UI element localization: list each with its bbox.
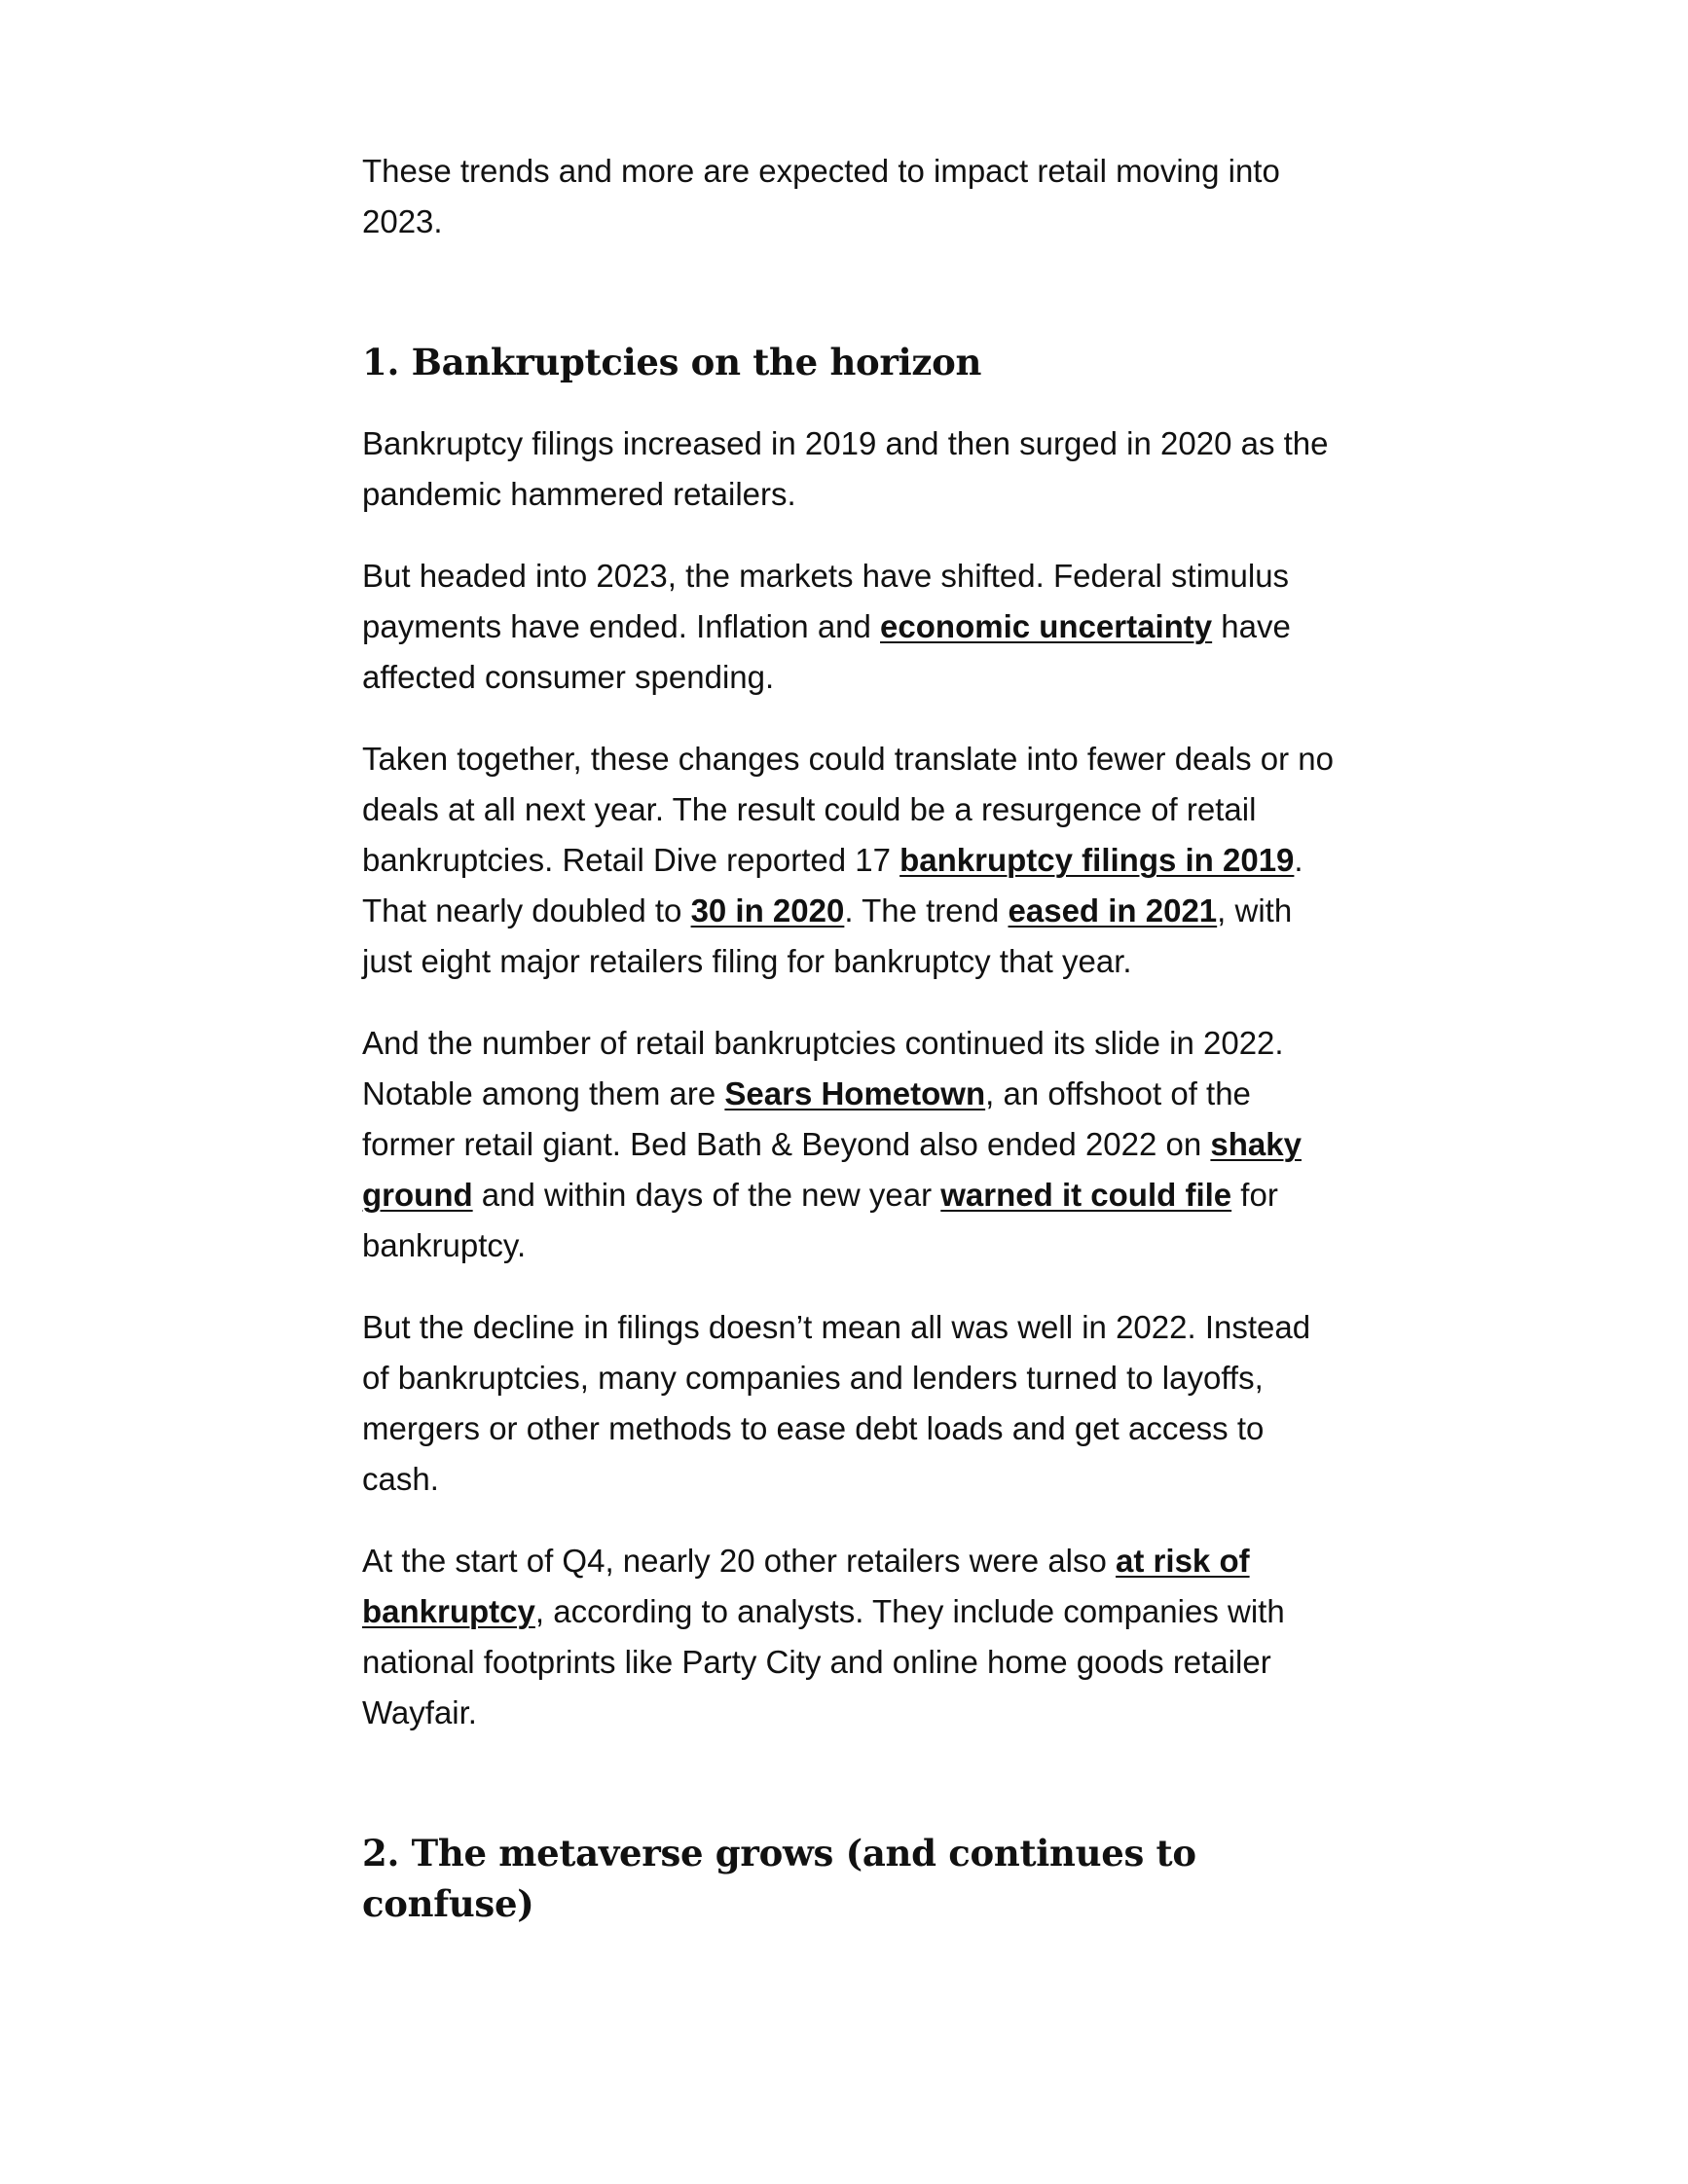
text-span: for bankruptcy. [362, 1177, 1278, 1263]
text-span: Taken together, these changes could translate into fewer deals or no deals at all next year. The result could be a resurgence of retail bankruptcies. Retail Dive reported 17 [362, 741, 1334, 878]
text-span: , with just eight major retailers filing for bankruptcy that year. [362, 892, 1293, 979]
section-1-heading: 1. Bankruptcies on the horizon [362, 341, 982, 383]
paragraph-slide-2022 [362, 1018, 1336, 1271]
paragraph-bankruptcy-filings: Bankruptcy filings increased in 2019 and then surged in 2020 as the pandemic hammered retailers. [362, 425, 1329, 512]
article-body [362, 146, 1336, 1960]
section-2-heading: 2. The metaverse grows (and continues to confuse) [362, 1832, 1196, 1925]
link-sears-hometown[interactable]: Sears Hometown [724, 1075, 986, 1111]
paragraph-markets-shifted [362, 551, 1336, 703]
paragraph-resurgence [362, 734, 1336, 987]
paragraph-at-risk [362, 1536, 1336, 1738]
text-span: At the start of Q4, nearly 20 other retailers were also [362, 1543, 1117, 1579]
text-span: and within days of the new year [472, 1177, 941, 1213]
text-span: , according to analysts. They include companies with national footprints like Party City and online home goods retailer Wayfair. [362, 1593, 1285, 1730]
text-span: , an offshoot of the former retail giant. Bed Bath & Beyond also ended 2022 on [362, 1075, 1251, 1162]
text-span: have affected consumer spending. [362, 608, 1291, 695]
text-span: . The trend [844, 892, 1009, 928]
link-bankruptcy-filings-2019[interactable]: bankruptcy filings in 2019 [899, 842, 1295, 878]
text-span: . That nearly doubled to [362, 842, 1303, 928]
link-warned-it-could-file[interactable]: warned it could file [940, 1177, 1232, 1213]
link-economic-uncertainty[interactable]: economic uncertainty [880, 608, 1213, 644]
link-shaky-ground[interactable]: shaky ground [362, 1126, 1302, 1213]
link-eased-in-2021[interactable]: eased in 2021 [1008, 892, 1218, 928]
paragraph-decline-in-filings: But the decline in filings doesn’t mean all was well in 2022. Instead of bankruptcies, many companies and lenders turned to layoffs, mergers or other methods to ease debt loads and get access to cash. [362, 1309, 1311, 1497]
link-at-risk-of-bankruptcy[interactable]: at risk of bankruptcy [362, 1543, 1250, 1629]
intro-paragraph: These trends and more are expected to impact retail moving into 2023. [362, 153, 1280, 239]
text-span: But headed into 2023, the markets have shifted. Federal stimulus payments have ended. Inflation and [362, 558, 1290, 644]
link-30-in-2020[interactable]: 30 in 2020 [690, 892, 845, 928]
text-span: And the number of retail bankruptcies continued its slide in 2022. Notable among them are [362, 1025, 1284, 1111]
